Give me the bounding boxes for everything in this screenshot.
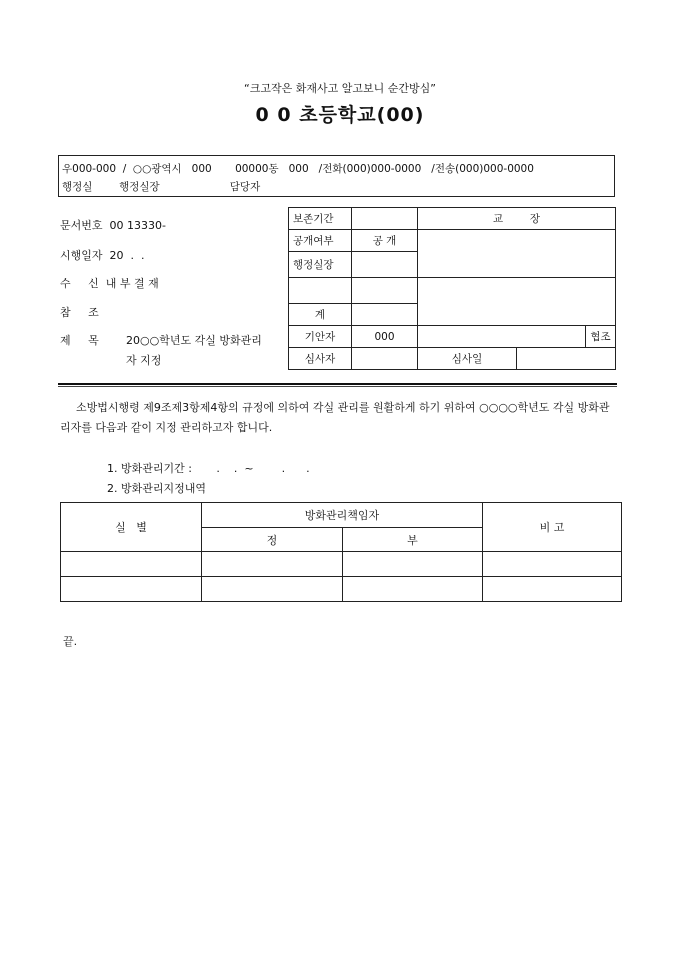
table-row [61, 552, 622, 577]
slogan: “크고작은 화재사고 알고보니 순간방심” [244, 82, 436, 95]
office-line: 행정실 행정실장 담당자 [62, 181, 261, 193]
blank-cell [289, 278, 352, 304]
address-line: 우000-000 / ○○광역시 000 00000동 000 /전화(000)000-0000 /전송(000)000-0000 [62, 163, 534, 175]
office-head-label: 행정실장 [289, 252, 352, 278]
table-cell [202, 577, 343, 602]
cooperation-label: 협조 [586, 326, 616, 348]
disclosure-value: 공 개 [352, 230, 418, 252]
header-room: 실 별 [61, 503, 202, 552]
office-head-sign [352, 252, 418, 278]
table-cell [483, 577, 622, 602]
school-title: 0 0 초등학교(00) [255, 104, 425, 126]
preserve-period-value [352, 208, 418, 230]
designation-table [60, 502, 622, 602]
review-date-label: 심사일 [418, 348, 517, 370]
blank-cell [352, 278, 418, 304]
subject-line-1: 20○○학년도 각실 방화관리 [126, 334, 262, 347]
drafter-name: 000 [352, 326, 418, 348]
header-secondary: 부 [343, 528, 483, 552]
total-label: 계 [289, 304, 352, 326]
review-date-value [517, 348, 616, 370]
subject-label: 제 목 [60, 334, 99, 347]
drafter-sign [418, 326, 586, 348]
disclosure-label: 공개여부 [289, 230, 352, 252]
table-cell [343, 552, 483, 577]
table-row [61, 577, 622, 602]
approval-table [288, 207, 616, 370]
table-cell [483, 552, 622, 577]
preserve-period-label: 보존기간 [289, 208, 352, 230]
table-cell [61, 577, 202, 602]
table-cell [343, 577, 483, 602]
header-note: 비 고 [483, 503, 622, 552]
end-mark: 끝. [63, 635, 78, 648]
sign-area [418, 278, 616, 326]
principal-label: 교 장 [418, 208, 616, 230]
body-paragraph: 소방법시행령 제9조제3항제4항의 규정에 의하여 각실 관리를 원활하게 하기 위하여 ○○○○학년도 각실 방화관리자를 다음과 같이 지정 관리하고자 합니다. [60, 401, 610, 434]
reference: 참 조 [60, 306, 99, 319]
document-number: 문서번호 00 13330- [60, 219, 166, 232]
header-manager: 방화관리책임자 [202, 503, 483, 528]
subject-line-2: 자 지정 [126, 354, 162, 367]
recipient: 수 신 내 부 결 재 [60, 277, 159, 290]
item-period: 1. 방화관리기간 : . . ~ . . [107, 462, 310, 475]
reviewer-value [352, 348, 418, 370]
principal-sign-box [418, 230, 616, 278]
drafter-label: 기안자 [289, 326, 352, 348]
header-primary: 정 [202, 528, 343, 552]
issue-date: 시행일자 20 . . [60, 249, 145, 262]
item-designation: 2. 방화관리지정내역 [107, 482, 206, 495]
divider-thin [58, 386, 617, 387]
divider-thick [58, 383, 617, 385]
table-cell [61, 552, 202, 577]
address-box [58, 155, 615, 197]
reviewer-label: 심사자 [289, 348, 352, 370]
total-value [352, 304, 418, 326]
table-cell [202, 552, 343, 577]
